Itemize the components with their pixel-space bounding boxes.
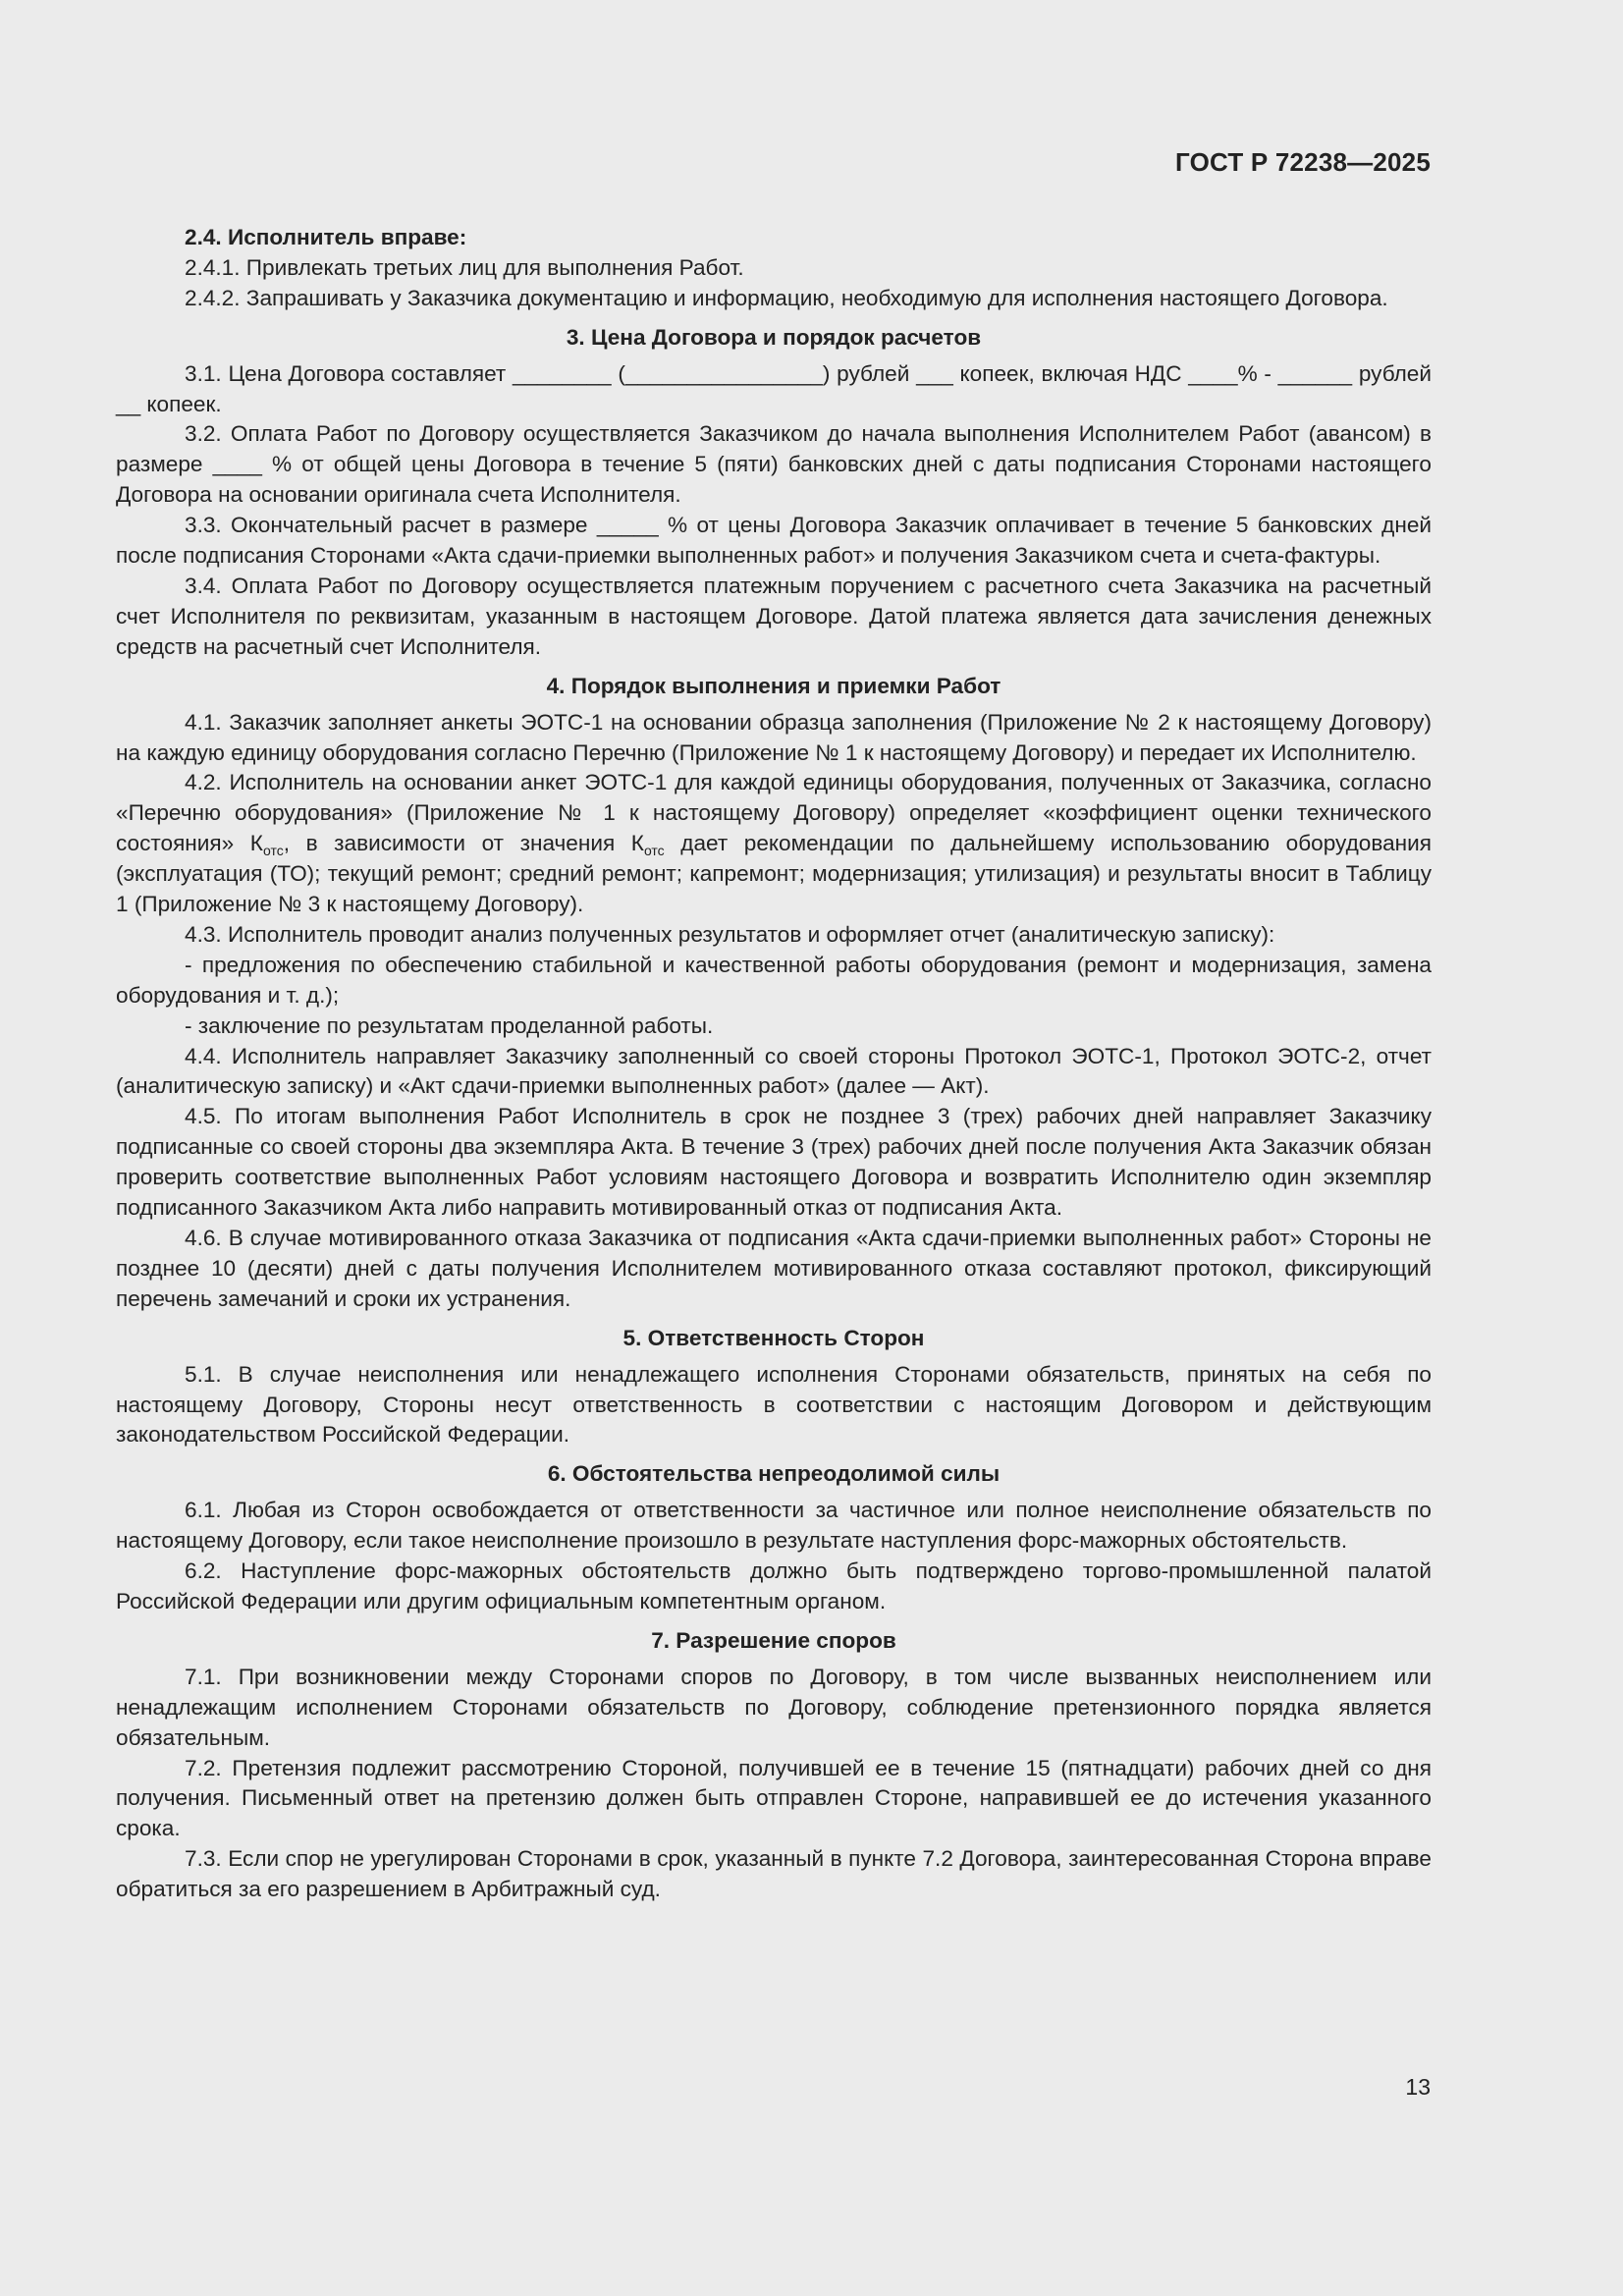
clause-7-1: 7.1. При возникновении между Сторонами споров по Договору, в том числе вызванных неисполнением или ненадлежащим исполнением Сторонами обязательств по Договору, соблюдение претензионного порядка является обязательным. [116,1664,1432,1750]
k-ots-subscript: отс [262,843,284,859]
clause-4-2 [116,768,1432,920]
clause-2-4-2: 2.4.2. Запрашивать у Заказчика документацию и информацию, необходимую для исполнения настоящего Договора. [185,285,1388,310]
section-7-title: 7. Разрешение споров [651,1627,896,1653]
clause-4-5: 4.5. По итогам выполнения Работ Исполнитель в срок не позднее 3 (трех) рабочих дней направляет Заказчику подписанные со своей стороны два экземпляра Акта. В течение 3 (трех) рабочих дней после получения Акта Заказчик обязан проверить соответствие выполненных Работ условиям настоящего Договора и возвратить Исполнителю один экземпляр подписанного Заказчиком Акта либо направить мотивированный отказ от подписания Акта. [116,1104,1432,1221]
section-5-title: 5. Ответственность Сторон [622,1325,925,1350]
section-3-title: 3. Цена Договора и порядок расчетов [566,324,982,350]
clause-3-2: 3.2. Оплата Работ по Договору осуществляется Заказчиком до начала выполнения Исполнителем Работ (авансом) в размере ____ % от общей цены Договора в течение 5 (пяти) банковских дней с даты подписания Сторонами настоящего Договора на основании оригинала счета Исполнителя. [116,421,1432,508]
k-ots-subscript: отс [643,843,665,859]
clause-4-2-part-a: 4.2. Исполнитель на основании анкет ЭОТС-1 для каждой единицы оборудования, полученных от Заказчика, согласно «Перечню оборудования» (Приложение № 1 к настоящему Договору) определяет «коэффициент оценки технического состояния» К [116,770,1432,856]
clause-5-1: 5.1. В случае неисполнения или ненадлежащего исполнения Сторонами обязательств, принятых на себя по настоящему Договору, Стороны несут ответственность в соответствии с настоящим Договором и действующим законодательством Российской Федерации. [116,1361,1432,1448]
clause-7-3: 7.3. Если спор не урегулирован Сторонами в срок, указанный в пункте 7.2 Договора, заинтересованная Сторона вправе обратиться за его разрешением в Арбитражный суд. [116,1846,1432,1902]
clause-4-6: 4.6. В случае мотивированного отказа Заказчика от подписания «Акта сдачи-приемки выполненных работ» Стороны не позднее 10 (десяти) дней с даты получения Исполнителем мотивированного отказа составляют протокол, фиксирующий перечень замечаний и сроки их устранения. [116,1226,1432,1311]
section-4-title: 4. Порядок выполнения и приемки Работ [546,673,1001,698]
clause-4-4: 4.4. Исполнитель направляет Заказчику заполненный со своей стороны Протокол ЭОТС-1, Протокол ЭОТС-2, отчет (аналитическую записку) и «Акт сдачи-приемки выполненных работ» (далее — Акт). [116,1043,1432,1099]
clause-4-1: 4.1. Заказчик заполняет анкеты ЭОТС-1 на основании образца заполнения (Приложение № 2 к настоящему Договору) на каждую единицу оборудования согласно Перечню (Приложение № 1 к настоящему Договору) и передает их Исполнителю. [116,709,1432,765]
clause-6-1: 6.1. Любая из Сторон освобождается от ответственности за частичное или полное неисполнение обязательств по настоящему Договору, если такое неисполнение произошло в результате наступления форс-мажорных обстоятельств. [116,1498,1432,1554]
document-body [116,223,1432,1905]
clause-6-2: 6.2. Наступление форс-мажорных обстоятельств должно быть подтверждено торгово-промышленной палатой Российской Федерации или другим официальным компетентным органом. [116,1558,1432,1613]
clause-2-4-1: 2.4.1. Привлекать третьих лиц для выполнения Работ. [185,254,744,280]
clause-7-2: 7.2. Претензия подлежит рассмотрению Стороной, получившей ее в течение 15 (пятнадцати) рабочих дней со дня получения. Письменный ответ на претензию должен быть отправлен Стороне, направившей ее до истечения указанного срока. [116,1755,1432,1841]
clause-3-3: 3.3. Окончательный расчет в размере _____ % от цены Договора Заказчик оплачивает в течение 5 банковских дней после подписания Сторонами «Акта сдачи-приемки выполненных работ» и получения Заказчиком счета и счета-фактуры. [116,513,1432,569]
clause-4-3-item-1: - предложения по обеспечению стабильной и качественной работы оборудования (ремонт и модернизация, замена оборудования и т. д.); [116,952,1432,1008]
page-number: 13 [1405,2074,1431,2100]
section-6-title: 6. Обстоятельства непреодолимой силы [547,1461,1001,1487]
clause-2-4: 2.4. Исполнитель вправе: [185,225,467,249]
clause-4-3: 4.3. Исполнитель проводит анализ полученных результатов и оформляет отчет (аналитическую записку): [185,921,1275,947]
clause-4-2-part-c: дает рекомендации по дальнейшему использованию оборудования (эксплуатация (ТО); текущий ремонт; средний ремонт; капремонт; модернизация; утилизация) и результаты вносит в Таблицу 1 (Приложение № 3 к настоящему Договору). [116,831,1432,917]
clause-4-2-part-b: , в зависимости от значения К [283,831,644,856]
clause-3-1: 3.1. Цена Договора составляет ________ (________________) рублей ___ копеек, включая НДС ____% - ______ рублей __ копеек. [116,360,1432,416]
standard-header: ГОСТ Р 72238—2025 [1175,147,1431,177]
clause-3-4: 3.4. Оплата Работ по Договору осуществляется платежным поручением с расчетного счета Заказчика на расчетный счет Исполнителя по реквизитам, указанным в настоящем Договоре. Датой платежа является дата зачисления денежных средств на расчетный счет Исполнителя. [116,573,1432,659]
clause-4-3-item-2: - заключение по результатам проделанной работы. [185,1012,714,1038]
